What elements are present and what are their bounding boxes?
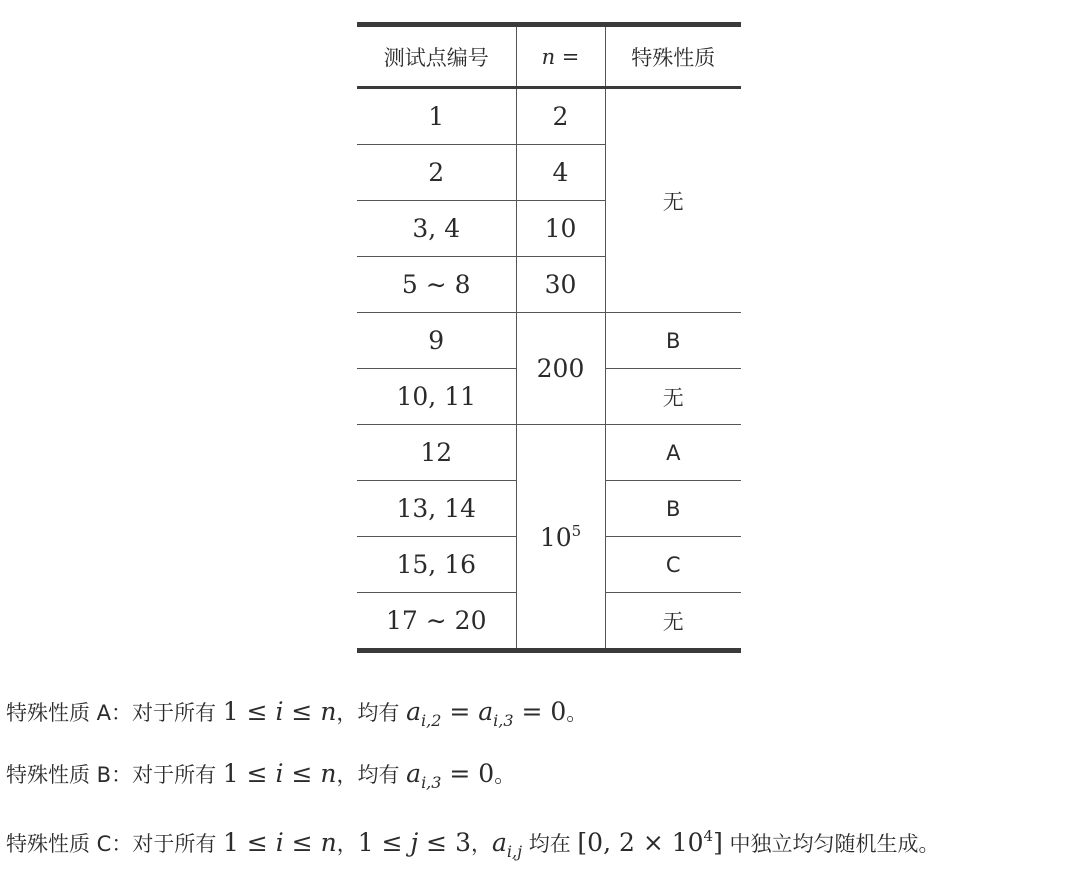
note-a-label: 特殊性质 A：对于所有 [6,701,223,725]
table-row [357,425,741,481]
cell-case-id: 10, 11 [357,369,516,425]
header-case-id: 测试点编号 [357,25,516,88]
cell-property: 无 [605,369,741,425]
cell-case-id: 5 ∼ 8 [357,257,516,313]
note-c-condition-j: 1 ≤ j ≤ 3 [357,828,471,857]
cell-property: A [605,425,741,481]
cell-property: C [605,537,741,593]
cell-property: 无 [662,189,684,214]
cell-property: B [605,313,741,369]
property-notes [6,690,1056,876]
cell-case-id: 17 ∼ 20 [357,593,516,651]
cell-n: 4 [516,145,605,201]
note-c-label: 特殊性质 C：对于所有 [6,832,224,856]
cell-case-id: 1 [357,88,516,145]
cell-case-id: 2 [357,145,516,201]
cell-n: 30 [516,257,605,313]
cell-case-id: 9 [357,313,516,369]
cell-property: B [605,481,741,537]
table-row [357,88,741,145]
note-a-end: 。 [566,701,588,725]
note-b-label: 特殊性质 B：对于所有 [6,763,223,787]
note-c-condition-i: 1 ≤ i ≤ n [223,828,337,857]
note-c-range: [0, $2 \times 10^4$] [577,827,723,857]
constraints-table [357,22,741,653]
table-header-row [357,25,741,88]
n-exponent: 5 [571,521,582,540]
note-c-sep1: ， [336,832,358,856]
cell-n: 200 [516,313,605,425]
note-b-mid: ，均有 [336,763,407,787]
cell-n: 10 [516,201,605,257]
header-n: n = [516,25,605,88]
note-property-b [6,752,1056,814]
constraints-table-container [357,22,741,653]
cell-case-id: 15, 16 [357,537,516,593]
cell-case-id: 12 [357,425,516,481]
header-property: 特殊性质 [605,25,741,88]
table-row [357,313,741,369]
note-property-a [6,690,1056,752]
cell-n: 2 [516,88,605,145]
note-b-end: 。 [494,763,516,787]
note-b-condition: 1 ≤ i ≤ n [222,759,337,788]
note-c-sep2: ， [470,832,492,856]
note-a-condition: 1 ≤ i ≤ n [222,697,337,726]
cell-property: 无 [662,609,684,634]
note-b-expression: $a_{i,3} = 0$ [406,759,495,792]
cell-case-id: 13, 14 [357,481,516,537]
note-c-expression: $a_{i,j}$ [491,828,523,861]
note-a-expression: $a_{i,2} = a_{i,3} = 0$ [406,697,567,730]
note-c-mid: 均在 [522,832,578,856]
n-base: 10 [539,522,572,552]
cell-case-id: 3, 4 [357,201,516,257]
note-a-mid: ，均有 [336,701,407,725]
note-property-c [6,814,1056,876]
note-c-end: 中独立均匀随机生成。 [722,832,940,856]
cell-n [516,425,605,651]
